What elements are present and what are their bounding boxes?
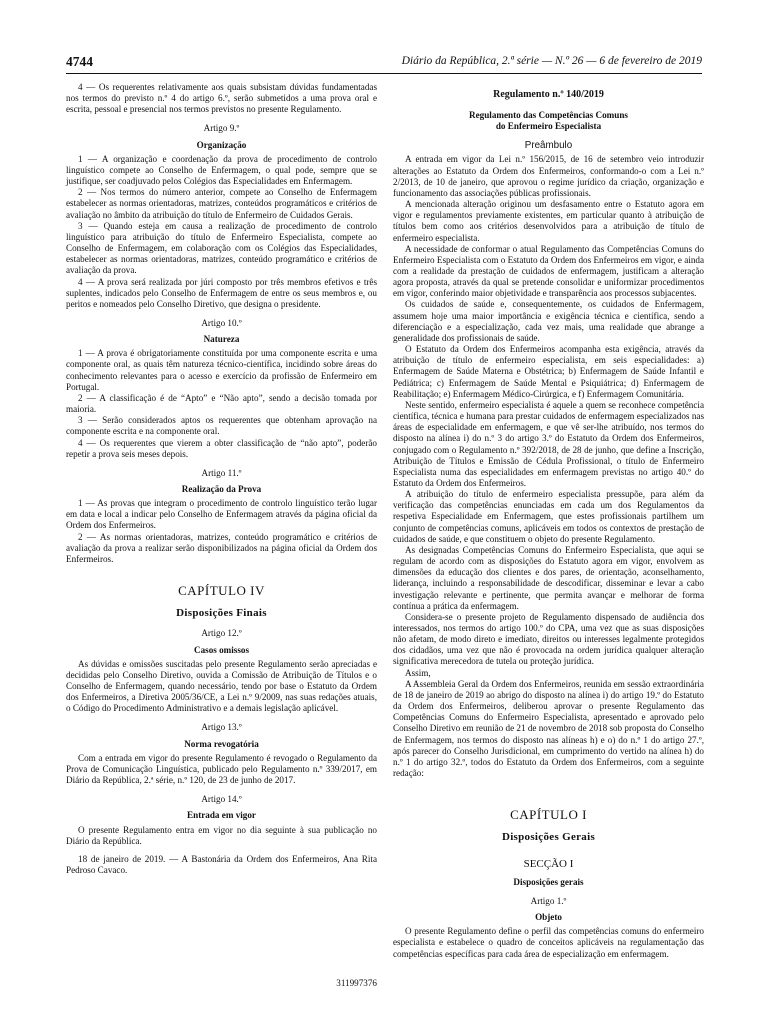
signature-line: 18 de janeiro de 2019. — A Bastonária da Ordem dos Enfermeiros, Ana Rita Pedroso Cavaco. <box>66 853 377 876</box>
paragraph: 3 — Serão considerados aptos os requerentes que obtenham aprovação na componente escrita e na componente oral. <box>66 415 377 437</box>
preamble-heading: Preâmbulo <box>524 139 573 151</box>
article-title: Organização <box>196 139 247 150</box>
paragraph: 1 — A organização e coordenação da prova de procedimento de controlo linguístico compete ao Conselho de Enfermagem, o qual pode, sempre que se justifique, ser coadjuvado pelos Colégios das Especialidades em Enfermagem. <box>66 153 377 187</box>
paragraph: 2 — Nos termos do número anterior, compete ao Conselho de Enfermagem estabelecer as normas orientadoras, matrizes, conteúdos programáticos e critérios de avaliação no âmbito da atribuição do título de Enfermeiro de Cuidados Gerais. <box>66 187 377 220</box>
paragraph: 3 — Quando esteja em causa a realização de procedimento de controlo linguístico para atribuição do título de Enfermeiro Especialista, compete ao Conselho de Enfermagem, em colaboração com os Colégios das Especialidades, estabelecer as normas orientadoras, matrizes, conteúdo programático e critérios de avaliação da prova. <box>66 220 377 276</box>
article-title: Entrada em vigor <box>187 810 256 821</box>
chapter-heading: CAPÍTULO IV <box>178 583 265 599</box>
paragraph: 2 — A classificação é de “Apto” e “Não apto”, sendo a decisão tomada por maioria. <box>66 392 377 415</box>
article-title: Objeto <box>535 912 562 923</box>
paragraph: 4 — A prova será realizada por júri composto por três membros efetivos e três suplentes, indicados pelo Conselho de Enfermagem de entre os seus membros e, ou peritos e nomeados pelo Conselho Diretivo, que designa o presidente. <box>66 276 377 309</box>
article-heading: Artigo 1.º <box>530 896 567 907</box>
paragraph: As dúvidas e omissões suscitadas pelo presente Regulamento serão apreciadas e decididas pelo Conselho Diretivo, ouvida a Comissão de Atribuição de Títulos e o Conselho de Enfermagem, quando necessário, tendo por base o Estatuto da Ordem dos Enfermeiros, a Diretiva 2005/36/CE, a Lei n.º 9/2009, nas suas redações atuais, o Código do Procedimento Administrativo e a demais legislação aplicável. <box>66 658 377 714</box>
chapter-title: Disposições Gerais <box>501 831 596 844</box>
page-header <box>66 54 702 72</box>
regulation-title: Regulamento n.º 140/2019 <box>493 89 604 100</box>
paragraph: 1 — A prova é obrigatoriamente constituída por uma componente escrita e uma componente oral, as quais têm natureza técnico-científica, incidindo sobre áreas do conhecimento relevantes para o acesso e exercício da profissão de Enfermeiro em Portugal. <box>66 348 377 392</box>
header-rule <box>66 73 702 74</box>
paragraph: O Estatuto da Ordem dos Enfermeiros acompanha esta exigência, através da atribuição de título de enfermeiro especialista, em seis especialidades: a) Enfermagem de Saúde Materna e Obstétrica; b) Enfermagem de Saúde Infantil e Pediátrica; c) Enfermagem de Saúde Mental e Psiquiátrica; d) Enfermagem de Reabilitação; e) Enfermagem Médico-Cirúrgica, e f) Enfermagem Comunitária. <box>393 344 704 399</box>
journal-header: Diário da República, 2.ª série — N.º 26 — 6 de fevereiro de 2019 <box>401 55 702 67</box>
paragraph: 4 — Os requerentes que vierem a obter classificação de “não apto”, poderão repetir a prova seis meses depois. <box>66 437 377 459</box>
document-code: 311997376 <box>336 978 377 988</box>
paragraph: 4 — Os requerentes relativamente aos quais subsistam dúvidas fundamentadas nos termos do previsto n.º 4 do artigo 6.º, serão submetidos a uma prova oral e escrita, pessoal e presencial nos termos previstos no presente Regulamento. <box>66 82 377 115</box>
paragraph: 1 — As provas que integram o procedimento de controlo linguístico terão lugar em data e local a indicar pelo Conselho de Enfermagem através da página oficial da Ordem dos Enfermeiros. <box>66 498 377 531</box>
paragraph: Considera-se o presente projeto de Regulamento dispensado de audiência dos interessados, nos termos do artigo 100.º do CPA, uma vez que as suas disposições não afetam, de modo direto e imediato, direitos ou interesses legalmente protegidos dos cidadãos, uma vez que não é provocada na ordem jurídica qualquer alteração significativa merecedora de tutela ou proteção jurídica. <box>393 611 704 667</box>
paragraph: O presente Regulamento entra em vigor no dia seguinte à sua publicação no Diário da República. <box>66 824 377 846</box>
page-number: 4744 <box>66 54 93 69</box>
article-heading: Artigo 11.º <box>201 467 242 478</box>
chapter-heading: CAPÍTULO I <box>510 807 587 823</box>
paragraph: Neste sentido, enfermeiro especialista é aquele a quem se reconhece competência científica, técnica e humana para prestar cuidados de enfermagem especializados nas áreas de especialidade em enfermagem, e que vê ser-lhe atribuído, nos termos do disposto na alínea i) do n.º 3 do artigo 3.º do Estatuto da Ordem dos Enfermeiros, conjugado com o Regulamento n.º 392/2018, de 28 de junho, que define a Inscrição, Atribuição de Títulos e Emissão de Cédula Profissional, o título de Enfermeiro Especialista numa das especialidades em enfermagem previstas no artigo 40.º do Estatuto da Ordem dos Enfermeiros. <box>393 399 704 488</box>
paragraph: Assim, <box>405 667 431 678</box>
article-heading: Artigo 12.º <box>201 628 242 639</box>
paragraph: A Assembleia Geral da Ordem dos Enfermeiros, reunida em sessão extraordinária de 18 de janeiro de 2019 ao abrigo do disposto na alínea i) do artigo 19.º do Estatuto da Ordem dos Enfermeiros, deliberou aprovar o presente Regulamento das Competências Comuns do Enfermeiro Especialista, apresentado e aprovado pelo Conselho Diretivo em reunião de 21 de novembro de 2018 sob proposta do Conselho de Enfermagem, nos termos do disposto nas alíneas h) e o) do n.º 1 do artigo 27.º, após parecer do Conselho Jurisdicional, em cumprimento do vertido na alínea h) do n.º 1 do artigo 32.º, todos do Estatuto da Ordem dos Enfermeiros, com a seguinte redação: <box>393 678 704 779</box>
paragraph: A mencionada alteração originou um desfasamento entre o Estatuto agora em vigor e regulamentos previamente existentes, em particular quanto à atribuição de títulos bem como aos critérios desenvolvidos para a atribuição de título de enfermeiro especialista. <box>393 199 704 243</box>
paragraph: As designadas Competências Comuns do Enfermeiro Especialista, que aqui se regulam de acordo com as disposições do Estatuto agora em vigor, envolvem as dimensões da educação dos clientes e dos pares, de orientação, aconselhamento, liderança, incluindo a responsabilidade de descodificar, disseminar e levar a cabo investigação relevante e pertinente, que permita avançar e melhorar de forma contínua a prática da enfermagem. <box>393 544 704 611</box>
chapter-title: Disposições Finais <box>176 606 267 619</box>
paragraph: A atribuição do título de enfermeiro especialista pressupõe, para além da verificação das competências enunciadas em cada um dos Regulamentos da respetiva Especialidade em Enfermagem, que estes profissionais partilhem um conjunto de competências comuns, aplicáveis em todos os contextos de prestação de cuidados de saúde, e que constituem o objeto do presente Regulamento. <box>393 489 704 544</box>
left-column <box>66 82 377 876</box>
regulation-subtitle-line1: Regulamento das Competências Comuns <box>469 110 628 121</box>
paragraph: A necessidade de conformar o atual Regulamento das Competências Comuns do Enfermeiro Especialista com o Estatuto da Ordem dos Enfermeiros em vigor, e ainda com a realidade da prestação de cuidados de enfermagem, justificam a alteração agora proposta, através da qual se pretende consolidar e uniformizar procedimentos em vigor, conferindo maior objetividade e transparência aos processos subjacentes. <box>393 243 704 299</box>
paragraph: 2 — As normas orientadoras, matrizes, conteúdo programático e critérios de avaliação da prova a realizar serão disponibilizados na página oficial da Ordem dos Enfermeiros. <box>66 531 377 564</box>
article-heading: Artigo 14.º <box>201 794 242 805</box>
regulation-subtitle-line2: do Enfermeiro Especialista <box>495 121 602 132</box>
article-heading: Artigo 10.º <box>201 317 242 328</box>
article-title: Norma revogatória <box>184 738 259 749</box>
paragraph: Os cuidados de saúde e, consequentemente, os cuidados de Enfermagem, assumem hoje uma maior importância e exigência técnica e científica, sendo a diferenciação e a especialização, cada vez mais, uma realidade que abrange a generalidade dos profissionais de saúde. <box>393 299 704 343</box>
article-title: Natureza <box>203 334 240 345</box>
right-column <box>393 82 704 960</box>
article-heading: Artigo 9.º <box>203 123 240 134</box>
article-title: Realização da Prova <box>181 484 262 494</box>
section-heading: SECÇÃO I <box>523 858 574 871</box>
paragraph: A entrada em vigor da Lei n.º 156/2015, de 16 de setembro veio introduzir alterações ao Estatuto da Ordem dos Enfermeiros, conformando-o com a Lei n.º 2/2013, de 10 de janeiro, que aprovou o regime jurídico da criação, organização e funcionamento das associações públicas profissionais. <box>393 154 704 198</box>
article-heading: Artigo 13.º <box>201 722 242 733</box>
section-title: Disposições gerais <box>513 876 584 887</box>
paragraph: Com a entrada em vigor do presente Regulamento é revogado o Regulamento da Prova de Comunicação Linguística, publicado pelo Regulamento n.º 339/2017, em Diário da República, 2.ª série, n.º 120, de 23 de junho de 2017. <box>66 752 377 786</box>
article-title: Casos omissos <box>193 644 249 655</box>
paragraph: O presente Regulamento define o perfil das competências comuns do enfermeiro especialista e estabelece o quadro de conceitos aplicáveis na regulamentação das competências específicas para cada área de especialização em enfermagem. <box>393 926 704 959</box>
